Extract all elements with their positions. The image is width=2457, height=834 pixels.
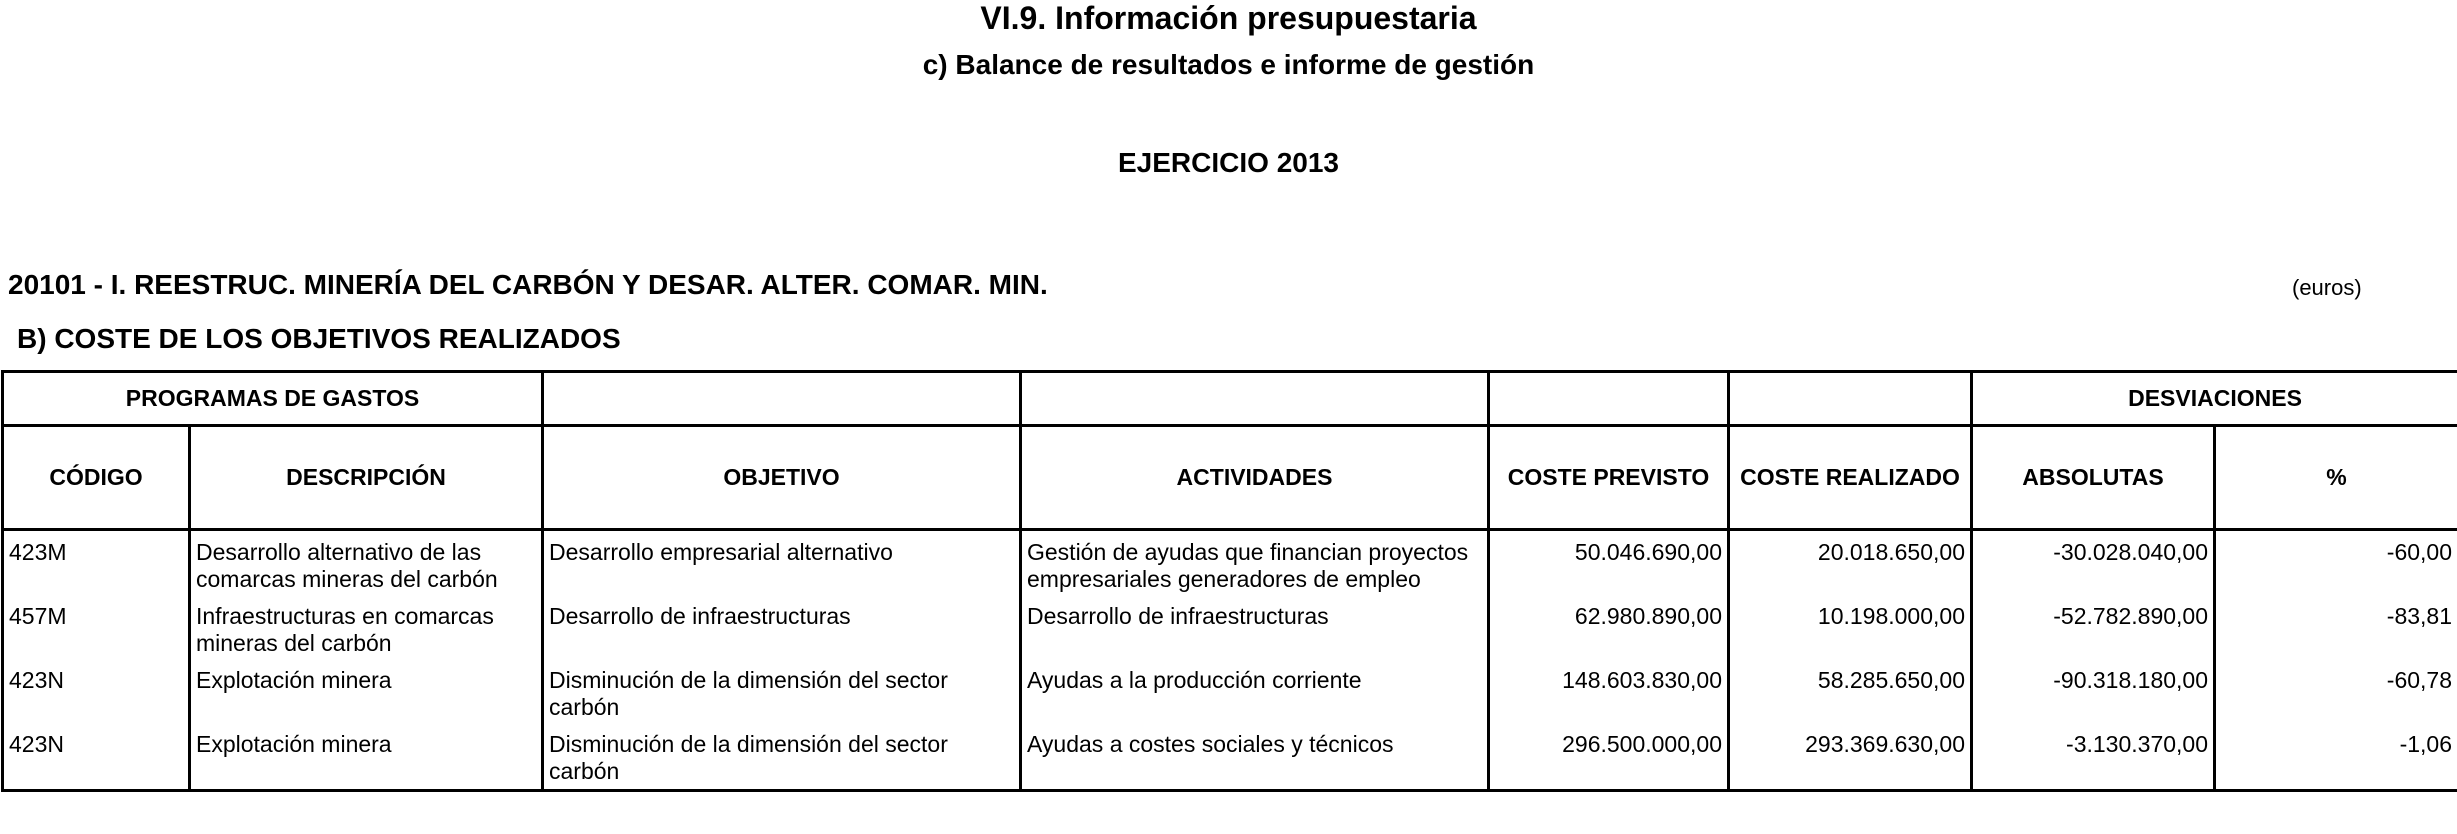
cell-actividades: Desarrollo de infraestructuras bbox=[1021, 597, 1489, 661]
cell-pct: -60,00 bbox=[2215, 530, 2457, 598]
cell-descripcion: Explotación minera bbox=[190, 725, 543, 791]
cost-objectives-table bbox=[1, 370, 2457, 792]
subsection-heading: B) COSTE DE LOS OBJETIVOS REALIZADOS bbox=[17, 323, 621, 354]
cell-objetivo: Disminución de la dimensión del sector carbón bbox=[543, 725, 1021, 791]
cell-coste-previsto: 148.603.830,00 bbox=[1489, 661, 1729, 725]
cell-objetivo: Desarrollo empresarial alternativo bbox=[543, 530, 1021, 598]
column-header-objetivo: OBJETIVO bbox=[543, 426, 1021, 530]
cell-absolutas: -52.782.890,00 bbox=[1972, 597, 2215, 661]
cell-pct: -1,06 bbox=[2215, 725, 2457, 791]
cell-pct: -83,81 bbox=[2215, 597, 2457, 661]
group-header-desviaciones: DESVIACIONES bbox=[1972, 372, 2457, 426]
cell-coste-realizado: 20.018.650,00 bbox=[1729, 530, 1972, 598]
table-row bbox=[3, 725, 2457, 791]
cell-descripcion: Desarrollo alternativo de las comarcas mineras del carbón bbox=[190, 530, 543, 598]
column-header-coste-previsto: COSTE PREVISTO bbox=[1489, 426, 1729, 530]
cell-objetivo: Desarrollo de infraestructuras bbox=[543, 597, 1021, 661]
cell-coste-realizado: 293.369.630,00 bbox=[1729, 725, 1972, 791]
table-row bbox=[3, 661, 2457, 725]
column-header-codigo: CÓDIGO bbox=[3, 426, 190, 530]
column-header-descripcion: DESCRIPCIÓN bbox=[190, 426, 543, 530]
cell-coste-realizado: 58.285.650,00 bbox=[1729, 661, 1972, 725]
cell-actividades: Ayudas a la producción corriente bbox=[1021, 661, 1489, 725]
document-title: VI.9. Información presupuestaria bbox=[980, 0, 1477, 36]
cell-absolutas: -3.130.370,00 bbox=[1972, 725, 2215, 791]
column-header-absolutas: ABSOLUTAS bbox=[1972, 426, 2215, 530]
group-header-empty bbox=[1489, 372, 1729, 426]
cell-absolutas: -30.028.040,00 bbox=[1972, 530, 2215, 598]
cell-descripcion: Infraestructuras en comarcas mineras del carbón bbox=[190, 597, 543, 661]
cell-codigo: 423M bbox=[3, 530, 190, 598]
group-header-programas: PROGRAMAS DE GASTOS bbox=[3, 372, 543, 426]
table-row bbox=[3, 597, 2457, 661]
cell-actividades: Gestión de ayudas que financian proyectos empresariales generadores de empleo bbox=[1021, 530, 1489, 598]
document-subtitle: c) Balance de resultados e informe de gestión bbox=[922, 49, 1535, 80]
column-header-row bbox=[3, 426, 2457, 530]
cell-codigo: 423N bbox=[3, 725, 190, 791]
cell-coste-previsto: 62.980.890,00 bbox=[1489, 597, 1729, 661]
cell-coste-previsto: 296.500.000,00 bbox=[1489, 725, 1729, 791]
cell-coste-realizado: 10.198.000,00 bbox=[1729, 597, 1972, 661]
cell-codigo: 423N bbox=[3, 661, 190, 725]
group-header-empty bbox=[1729, 372, 1972, 426]
exercise-heading: EJERCICIO 2013 bbox=[1118, 147, 1339, 178]
units-label: (euros) bbox=[2292, 275, 2362, 300]
table-row bbox=[3, 530, 2457, 598]
group-header-empty bbox=[543, 372, 1021, 426]
cell-descripcion: Explotación minera bbox=[190, 661, 543, 725]
section-heading: 20101 - I. REESTRUC. MINERÍA DEL CARBÓN Y DESAR. ALTER. COMAR. MIN. bbox=[8, 269, 1048, 300]
cell-objetivo: Disminución de la dimensión del sector carbón bbox=[543, 661, 1021, 725]
cell-coste-previsto: 50.046.690,00 bbox=[1489, 530, 1729, 598]
group-header-empty bbox=[1021, 372, 1489, 426]
column-header-pct: % bbox=[2215, 426, 2457, 530]
cell-actividades: Ayudas a costes sociales y técnicos bbox=[1021, 725, 1489, 791]
cell-pct: -60,78 bbox=[2215, 661, 2457, 725]
column-header-actividades: ACTIVIDADES bbox=[1021, 426, 1489, 530]
column-header-coste-realizado: COSTE REALIZADO bbox=[1729, 426, 1972, 530]
group-header-row bbox=[3, 372, 2457, 426]
cell-codigo: 457M bbox=[3, 597, 190, 661]
cell-absolutas: -90.318.180,00 bbox=[1972, 661, 2215, 725]
